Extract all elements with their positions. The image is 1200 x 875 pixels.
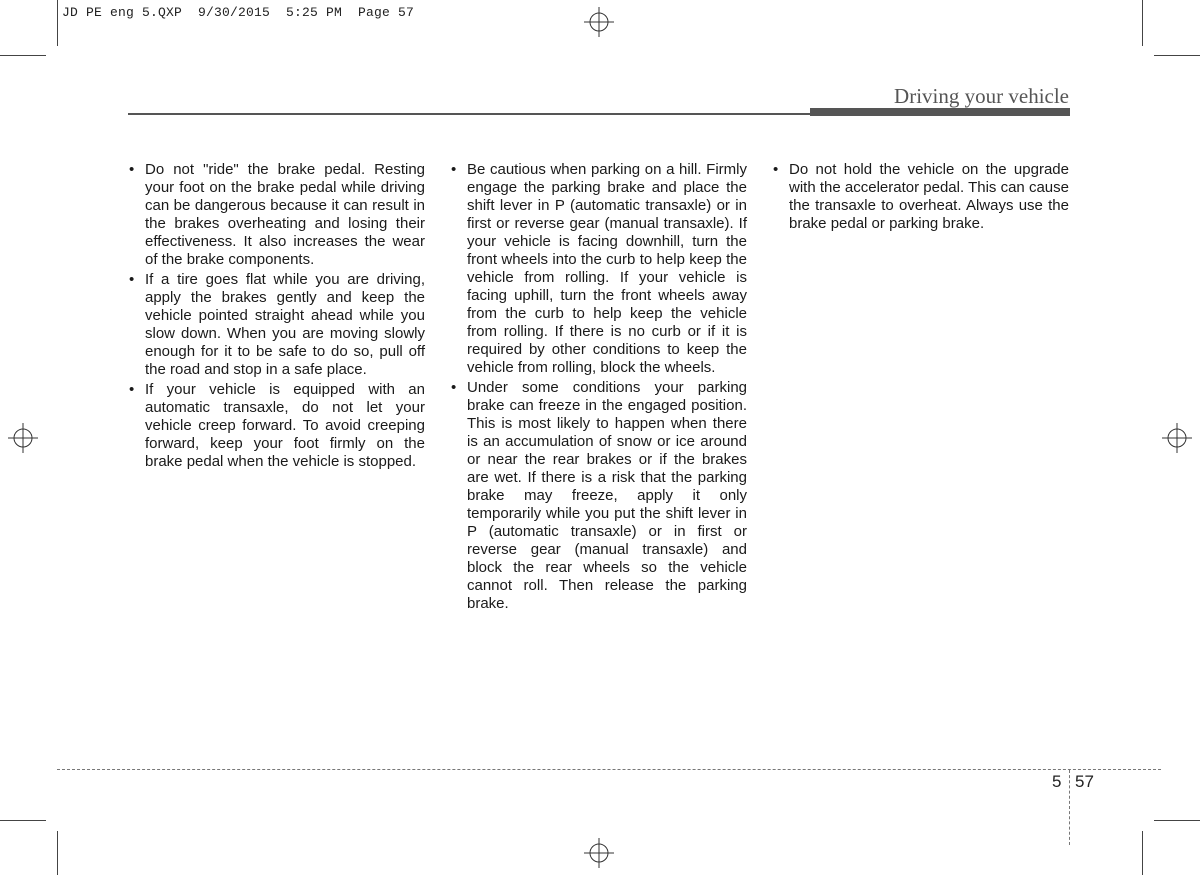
bullet-item: • If your vehicle is equipped with an automatic transaxle, do not let your vehicle creep forward. To avoid creeping forward, keep your foot firmly on the brake pedal when the vehicle is stopped. [128, 381, 425, 471]
registration-mark-icon [1162, 423, 1192, 453]
text-column-3 [772, 161, 1069, 235]
bullet-item: • If a tire goes flat while you are driving, apply the brakes gently and keep the vehicle pointed straight ahead while you slow down. When you are moving slowly enough for it to be safe to do so, pull off the road and stop in a safe place. [128, 271, 425, 379]
bullet-list [128, 161, 425, 471]
section-title: Driving your vehicle [894, 84, 1069, 108]
print-slug: JD PE eng 5.QXP 9/30/2015 5:25 PM Page 57 [62, 5, 415, 20]
page-number: 57 [1075, 772, 1094, 791]
page-number-divider [1069, 770, 1070, 845]
header-rule [128, 113, 810, 115]
bullet-item: • Be cautious when parking on a hill. Firmly engage the parking brake and place the shift lever in P (automatic transaxle) or in first or reverse gear (manual transaxle). If your vehicle is facing downhill, turn the front wheels into the curb to help keep the vehicle from rolling. If your vehicle is facing uphill, turn the front wheels away from the curb to help keep the vehicle from rolling. If there is no curb or if it is required by other conditions to keep the vehicle from rolling, block the wheels. [450, 161, 747, 377]
chapter-number: 5 [1052, 772, 1062, 791]
registration-mark-icon [584, 7, 614, 37]
text-column-1 [128, 161, 425, 473]
text-column-2 [450, 161, 747, 615]
bullet-list [772, 161, 1069, 233]
footer-rule [57, 769, 1161, 770]
bullet-item: • Do not "ride" the brake pedal. Resting your foot on the brake pedal while driving can be dangerous because it can result in the brakes overheating and losing their effectiveness. It also increases the wear of the brake components. [128, 161, 425, 269]
bullet-item: • Do not hold the vehicle on the upgrade with the accelerator pedal. This can cause the transaxle to overheat. Always use the brake pedal or parking brake. [772, 161, 1069, 233]
bullet-item: • Under some conditions your parking brake can freeze in the engaged position. This is most likely to happen when there is an accumulation of snow or ice around or near the rear brakes or if the brakes are wet. If there is a risk that the parking brake may freeze, apply it only temporarily while you put the shift lever in P (automatic transaxle) or in first or reverse gear (manual transaxle) and block the rear wheels so the vehicle cannot roll. Then release the parking brake. [450, 379, 747, 613]
registration-mark-icon [584, 838, 614, 868]
bullet-list [450, 161, 747, 613]
registration-mark-icon [8, 423, 38, 453]
header-rule-bar [810, 108, 1070, 116]
